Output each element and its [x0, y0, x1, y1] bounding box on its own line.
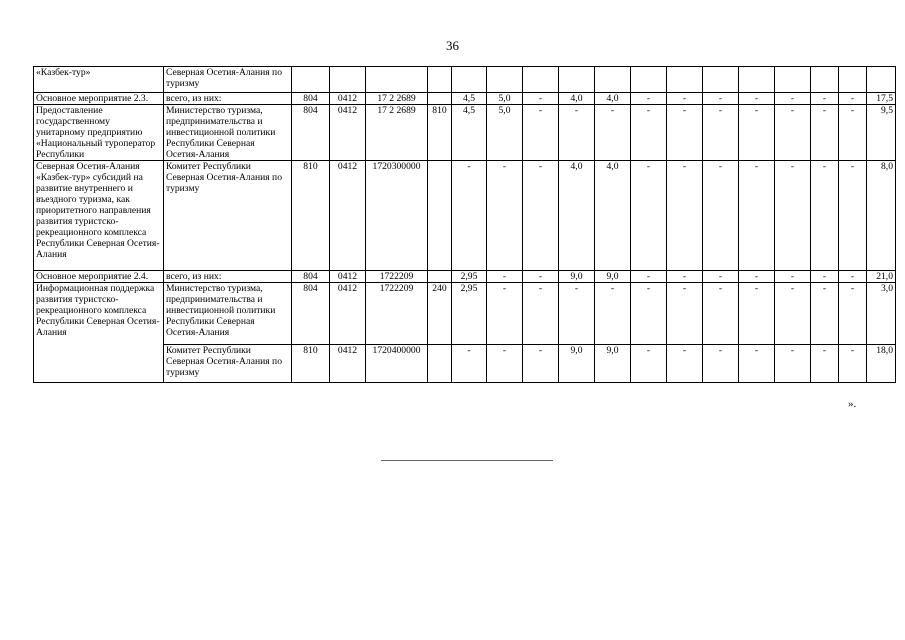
table-cell: [292, 67, 330, 93]
table-cell: -: [667, 283, 703, 345]
table-row: [34, 105, 896, 161]
table-row: [34, 271, 896, 283]
table-cell: [839, 67, 867, 93]
table-cell: 9,0: [595, 271, 631, 283]
table-cell: 804: [292, 93, 330, 105]
table-cell: 0412: [330, 105, 366, 161]
table-cell: 0412: [330, 283, 366, 345]
table-cell: 240: [428, 283, 452, 345]
table-cell: -: [839, 93, 867, 105]
table-cell: 0412: [330, 93, 366, 105]
table-cell: -: [631, 161, 667, 271]
table-cell: [631, 67, 667, 93]
page-number: 36: [446, 38, 459, 53]
table-cell: -: [739, 283, 775, 345]
table-cell: -: [775, 283, 811, 345]
table-cell: «Казбек-тур»: [34, 67, 164, 93]
table-cell: -: [703, 161, 739, 271]
table-cell: [739, 67, 775, 93]
table-cell: -: [839, 161, 867, 271]
table-cell: 21,0: [867, 271, 896, 283]
table-cell: -: [559, 283, 595, 345]
table-cell: [811, 67, 839, 93]
table-cell: -: [703, 105, 739, 161]
table-cell: -: [452, 161, 487, 271]
table-cell: -: [739, 271, 775, 283]
table-cell: 5,0: [487, 105, 523, 161]
table-cell: -: [631, 271, 667, 283]
table-cell: [559, 67, 595, 93]
table-cell: 17 2 2689: [366, 93, 428, 105]
table-cell: 9,0: [595, 345, 631, 383]
footer-divider: [381, 460, 553, 461]
table-cell: [428, 271, 452, 283]
table-cell: 2,95: [452, 283, 487, 345]
budget-table: [33, 66, 896, 383]
table-cell: [487, 67, 523, 93]
table-cell: -: [631, 283, 667, 345]
table-cell: всего, из них:: [164, 271, 292, 283]
table-cell: -: [487, 271, 523, 283]
table-cell: 3,0: [867, 283, 896, 345]
table-cell: -: [775, 105, 811, 161]
table-cell: 9,0: [559, 345, 595, 383]
table-cell: -: [811, 105, 839, 161]
table-cell: 810: [292, 161, 330, 271]
table-cell: 5,0: [487, 93, 523, 105]
table-cell: -: [839, 105, 867, 161]
table-cell: 8,0: [867, 161, 896, 271]
table-cell: [775, 67, 811, 93]
table-row: [34, 67, 896, 93]
table-cell: Министерство туризма, предпринимательства и инвестиционной политики Республики Северная Осетия-Алания: [164, 283, 292, 345]
table-cell: -: [667, 345, 703, 383]
table-cell: 4,0: [559, 93, 595, 105]
table-cell: -: [667, 93, 703, 105]
table-cell: [595, 67, 631, 93]
table-cell: Министерство туризма, предпринимательства и инвестиционной политики Республики Северная Осетия-Алания: [164, 105, 292, 161]
table-cell: 4,5: [452, 105, 487, 161]
table-cell: -: [739, 161, 775, 271]
table-cell: [330, 67, 366, 93]
table-cell: 810: [428, 105, 452, 161]
table-cell: 4,0: [559, 161, 595, 271]
table-cell: Комитет Республики Северная Осетия-Алания по туризму: [164, 345, 292, 383]
table-cell: 0412: [330, 345, 366, 383]
table-cell: -: [839, 271, 867, 283]
table-cell: -: [595, 283, 631, 345]
table-cell: [428, 93, 452, 105]
closing-quote: ».: [848, 398, 857, 410]
table-cell: -: [811, 345, 839, 383]
table-cell: -: [703, 271, 739, 283]
table-cell: -: [523, 271, 559, 283]
table-cell: -: [523, 161, 559, 271]
table-cell: 1722209: [366, 271, 428, 283]
table-cell: [428, 345, 452, 383]
table-cell: -: [775, 271, 811, 283]
table-cell: [867, 67, 896, 93]
table-cell: -: [703, 93, 739, 105]
table-cell: [667, 67, 703, 93]
table-cell: 4,0: [595, 93, 631, 105]
table-cell: -: [523, 345, 559, 383]
table-cell: 18,0: [867, 345, 896, 383]
table-cell: Основное мероприятие 2.4.: [34, 271, 164, 283]
table-cell: -: [811, 93, 839, 105]
table-cell: 804: [292, 105, 330, 161]
table-row: [34, 93, 896, 105]
table-cell: [523, 67, 559, 93]
table-cell: -: [523, 93, 559, 105]
table-cell: -: [487, 345, 523, 383]
table-cell: [452, 67, 487, 93]
table-cell: 4,5: [452, 93, 487, 105]
table-cell: 9,5: [867, 105, 896, 161]
table-cell: -: [523, 283, 559, 345]
table-cell: -: [631, 93, 667, 105]
table-cell: Предоставление государственному унитарному предприятию «Национальный туроператор Республики: [34, 105, 164, 161]
table-cell: -: [631, 105, 667, 161]
table-cell: -: [739, 345, 775, 383]
table-cell: 0412: [330, 271, 366, 283]
table-cell: 1722209: [366, 283, 428, 345]
table-cell: Информационная поддержка развития туристско-рекреационного комплекса Республики Северная Осетия-Алания: [34, 283, 164, 383]
table-cell: 17 2 2689: [366, 105, 428, 161]
table-cell: -: [487, 161, 523, 271]
table-cell: 804: [292, 271, 330, 283]
table-cell: -: [667, 105, 703, 161]
table-cell: [703, 67, 739, 93]
table-cell: -: [559, 105, 595, 161]
table-cell: Основное мероприятие 2.3.: [34, 93, 164, 105]
table-cell: -: [739, 93, 775, 105]
table-cell: -: [811, 283, 839, 345]
table-row: [34, 161, 896, 271]
table-cell: всего, из них:: [164, 93, 292, 105]
table-cell: -: [811, 161, 839, 271]
table-cell: -: [487, 283, 523, 345]
table-cell: -: [839, 345, 867, 383]
table-cell: 9,0: [559, 271, 595, 283]
table-cell: -: [667, 161, 703, 271]
table-cell: -: [775, 93, 811, 105]
table-cell: -: [452, 345, 487, 383]
table-cell: Комитет Республики Северная Осетия-Алания по туризму: [164, 161, 292, 271]
table-cell: -: [523, 105, 559, 161]
table-cell: Северная Осетия-Алания «Казбек-тур» субсидий на развитие внутреннего и въездного туризма, как приоритетного направления развития туристско-рекреационного комплекса Республики Северная Осетия-Алания: [34, 161, 164, 271]
table-cell: -: [667, 271, 703, 283]
table-cell: -: [775, 345, 811, 383]
table-cell: -: [595, 105, 631, 161]
table-cell: -: [703, 345, 739, 383]
table-cell: [428, 161, 452, 271]
table-cell: 810: [292, 345, 330, 383]
table-cell: 17,5: [867, 93, 896, 105]
table-cell: -: [811, 271, 839, 283]
table-cell: 804: [292, 283, 330, 345]
table-cell: -: [839, 283, 867, 345]
table-cell: Северная Осетия-Алания по туризму: [164, 67, 292, 93]
table-cell: -: [775, 161, 811, 271]
table-cell: [428, 67, 452, 93]
table-cell: 1720300000: [366, 161, 428, 271]
table-row: [34, 283, 896, 345]
table-cell: -: [631, 345, 667, 383]
table-cell: 0412: [330, 161, 366, 271]
table-cell: 1720400000: [366, 345, 428, 383]
table-cell: 4,0: [595, 161, 631, 271]
table-cell: -: [739, 105, 775, 161]
table-cell: -: [703, 283, 739, 345]
table-cell: 2,95: [452, 271, 487, 283]
table-row: [34, 345, 896, 383]
table-cell: [366, 67, 428, 93]
